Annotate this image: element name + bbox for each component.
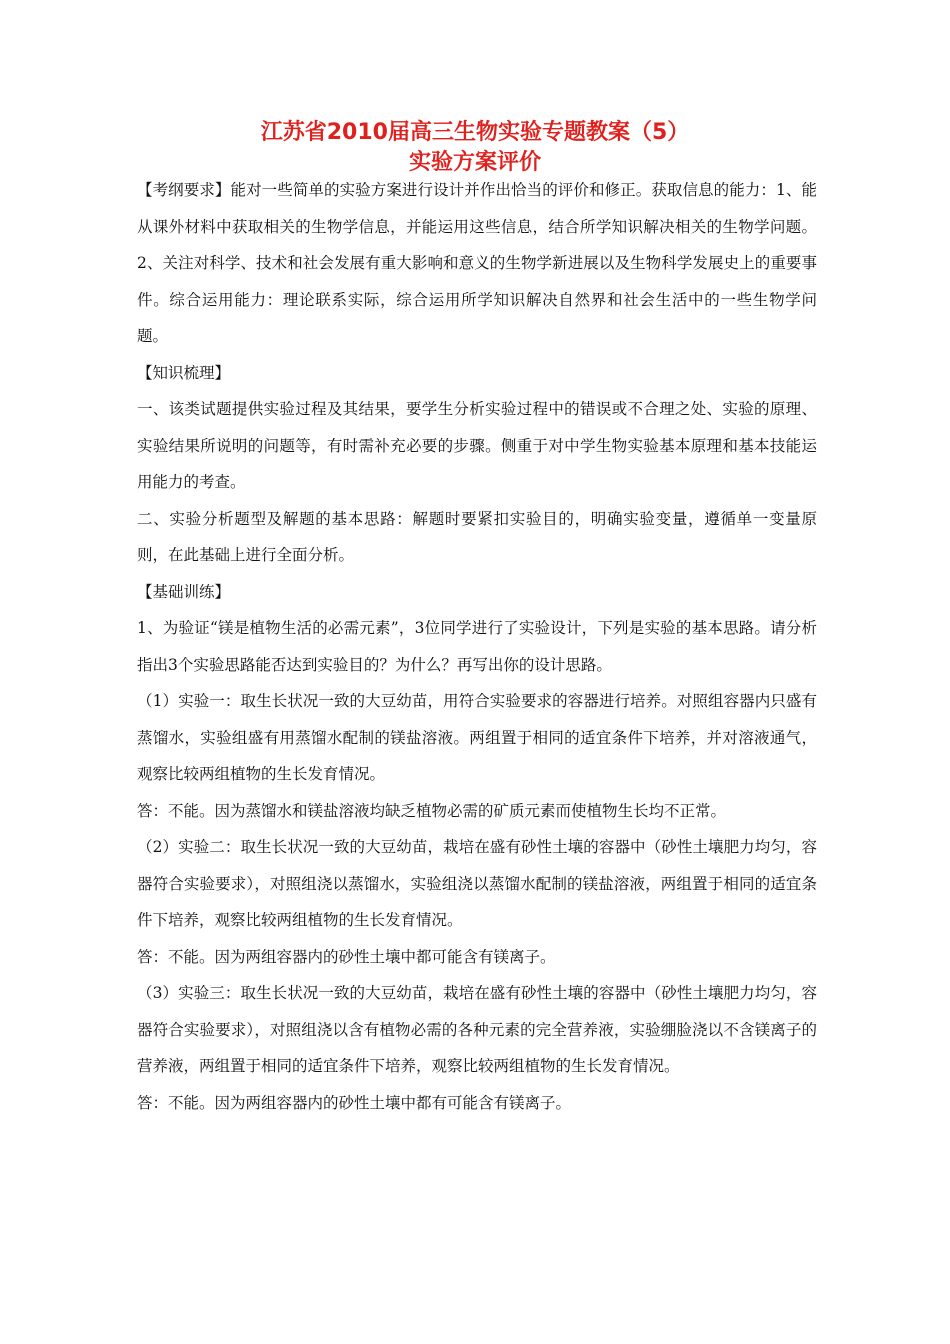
- paragraph-experiment-two: （2）实验二：取生长状况一致的大豆幼苗，栽培在盛有砂性土壤的容器中（砂性土壤肥力均匀，容器符合实验要求），对照组浇以蒸馏水，实验组浇以蒸馏水配制的镁盐溶液，两组置于相同的适宜条件下培养，观察比较两组植物的生长发育情况。: [137, 838, 817, 929]
- paragraph-question-one: 1、为验证“镁是植物生活的必需元素”，3位同学进行了实验设计，下列是实验的基本思路。请分析指出3个实验思路能否达到实验目的？为什么？再写出你的设计思路。: [137, 619, 817, 674]
- document-title: 江苏省2010届高三生物实验专题教案（5）: [260, 120, 690, 145]
- heading-knowledge-review: 【知识梳理】: [137, 363, 231, 382]
- paragraph-answer-three: 答：不能。因为两组容器内的砂性土壤中都有可能含有镁离子。: [137, 1093, 572, 1112]
- paragraph-answer-two: 答：不能。因为两组容器内的砂性土壤中都可能含有镁离子。: [137, 947, 556, 966]
- document-subtitle: 实验方案评价: [408, 150, 541, 175]
- paragraph-point-one: 一、该类试题提供实验过程及其结果，要学生分析实验过程中的错误或不合理之处、实验的原理、实验结果所说明的问题等，有时需补充必要的步骤。侧重于对中学生物实验基本原理和基本技能运用能力的考查。: [137, 400, 817, 491]
- paragraph-answer-one: 答：不能。因为蒸馏水和镁盐溶液均缺乏植物必需的矿质元素而使植物生长均不正常。: [137, 801, 727, 820]
- paragraph-experiment-three: （3）实验三：取生长状况一致的大豆幼苗，栽培在盛有砂性土壤的容器中（砂性土壤肥力均匀，容器符合实验要求），对照组浇以含有植物必需的各种元素的完全营养液，实验绷脸浇以不含镁离子的营养液，两组置于相同的适宜条件下培养，观察比较两组植物的生长发育情况。: [137, 984, 817, 1075]
- document-body: [137, 172, 817, 1121]
- paragraph-experiment-one: （1）实验一：取生长状况一致的大豆幼苗，用符合实验要求的容器进行培养。对照组容器内只盛有蒸馏水，实验组盛有用蒸馏水配制的镁盐溶液。两组置于相同的适宜条件下培养，并对溶液通气，观察比较两组植物的生长发育情况。: [137, 692, 817, 783]
- title-block: [0, 118, 950, 178]
- paragraph-exam-requirements: 【考纲要求】能对一些简单的实验方案进行设计并作出恰当的评价和修正。获取信息的能力：1、能从课外材料中获取相关的生物学信息，并能运用这些信息，结合所学知识解决相关的生物学问题。2、关注对科学、技术和社会发展有重大影响和意义的生物学新进展以及生物科学发展史上的重要事件。综合运用能力：理论联系实际，综合运用所学知识解决自然界和社会生活中的一些生物学问题。: [137, 181, 817, 345]
- paragraph-point-two: 二、实验分析题型及解题的基本思路：解题时要紧扣实验目的，明确实验变量，遵循单一变量原则，在此基础上进行全面分析。: [137, 509, 817, 564]
- heading-basic-training: 【基础训练】: [137, 582, 231, 601]
